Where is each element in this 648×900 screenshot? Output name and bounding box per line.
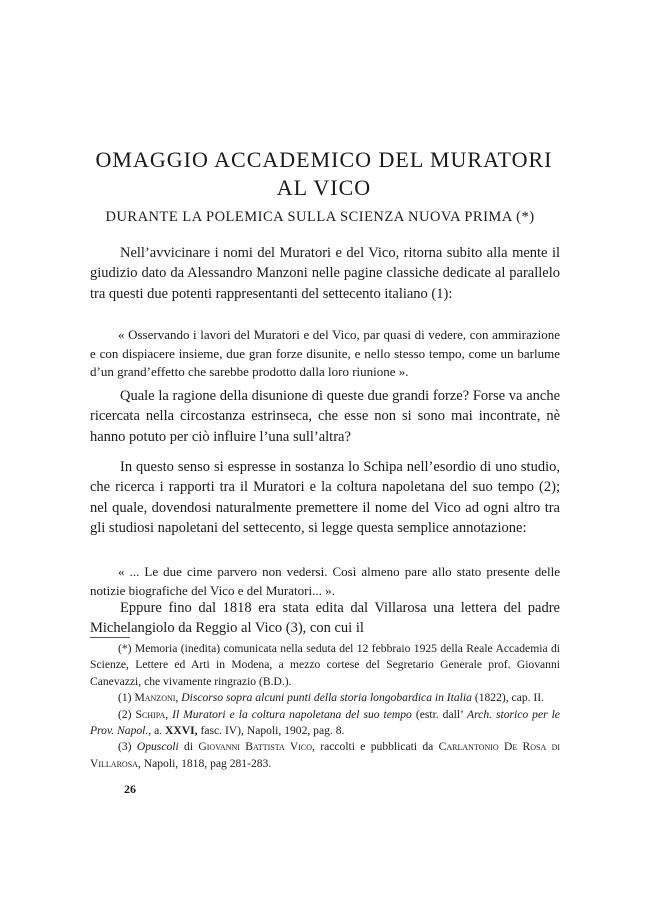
footnote-3-rest: Napoli, 1818, pag 281-283.: [143, 756, 272, 770]
footnote-3-mark: (3): [118, 740, 132, 754]
footnote-2-journal: Arch. storico per le Prov. Napol.,: [90, 707, 560, 738]
footnote-1-author: Manzoni,: [134, 691, 179, 705]
footnote-1-mark: (1): [118, 691, 132, 705]
paragraph-1: Nell’avvicinare i nomi del Muratori e del Vico, ritorna subito alla mente il giudizio dato da Alessandro Manzoni nelle pagine classiche dedicate al parallelo tra questi due potenti rappresentanti del settecento italiano (1):: [90, 245, 560, 302]
footnote-2-rest-b: fasc. IV), Napoli, 1902, pag. 8.: [200, 724, 345, 738]
page-title: OMAGGIO ACCADEMICO DEL MURATORI: [95, 147, 553, 172]
footnote-2-volume: XXVI,: [165, 724, 198, 738]
quote-2-block: [90, 563, 560, 600]
paragraph-1-block: [90, 243, 560, 304]
paragraph-3: In questo senso si espresse in sostanza lo Schipa nell’esordio di uno studio, che ricerca i rapporti tra il Muratori e la coltura napoletana del suo tempo (2); nel quale, dovendosi naturalmente premettere il nome del Vico ad ogni altro tra gli studiosi napoletani del settecento, si legge questa semplice annotazione:: [90, 459, 560, 536]
footnote-divider: [90, 637, 130, 638]
footnote-2-mid: (estr. dall’: [415, 707, 464, 721]
footnote-2-rest-a: a.: [154, 724, 163, 738]
footnote-2-title: Il Muratori e la coltura napoletana del suo tempo: [172, 707, 412, 721]
footnote-3-mid: di: [184, 740, 194, 754]
footnote-2-author: Schipa,: [135, 707, 169, 721]
footnote-3-editor: Carlantonio De Rosa di Villarosa,: [90, 740, 561, 770]
quote-1: « Osservando i lavori del Muratori e del Vico, par quasi di vedere, con ammirazione e con dispiacere insieme, due gran forze disunite, e nello stesso tempo, come un barlume d’un grand’effetto che sarebbe prodotto dalla loro riunione ».: [90, 327, 560, 379]
paragraph-3-block: [90, 457, 560, 538]
quote-1-block: [90, 326, 560, 382]
footnote-1-rest: (1822), cap. II.: [474, 691, 545, 705]
quote-2: « ... Le due cime parvero non vedersi. Così almeno pare allo stato presente delle notizie biografiche del Vico e del Muratori... ».: [90, 564, 560, 598]
footnote-star: (*) Memoria (inedita) comunicata nella seduta del 12 febbraio 1925 della Reale Accademia di Scienze, Lettere ed Arti in Modena, a mezzo cortese del Segretario Generale prof. Giovanni Canevazzi, che vivamente ringrazio (B.D.).: [90, 642, 560, 688]
footnote-3-author: Giovanni Battista Vico,: [198, 740, 315, 754]
paragraph-2: Quale la ragione della disunione di queste due grandi forze? Forse va anche ricercata nella circostanza estrinseca, che esse non si sono mai incontrate, nè hanno potuto per ciò influire l’una sull’altra?: [90, 388, 560, 445]
paragraph-4-block: [90, 598, 560, 639]
page-subtitle: DURANTE LA POLEMICA SULLA SCIENZA NUOVA PRIMA (*): [105, 209, 535, 225]
footnote-3: [90, 739, 560, 772]
footnote-1: [90, 690, 560, 706]
footnote-3-title: Opuscoli: [136, 740, 179, 754]
footnote-1-title: Discorso sopra alcuni punti della storia longobardica in Italia: [181, 691, 472, 705]
footnotes: [90, 641, 560, 772]
paragraph-4: Eppure fino dal 1818 era stata edita dal Villarosa una lettera del padre Michelangiolo da Reggio al Vico (3), con cui il: [90, 600, 560, 637]
page-title-line2: AL VICO: [276, 175, 372, 200]
footnote-2-mark: (2): [118, 707, 132, 721]
page-number: 26: [124, 782, 136, 796]
footnote-2: [90, 707, 560, 740]
paragraph-2-block: [90, 386, 560, 447]
footnote-3-mid2: raccolti e pubblicati da: [320, 740, 434, 754]
